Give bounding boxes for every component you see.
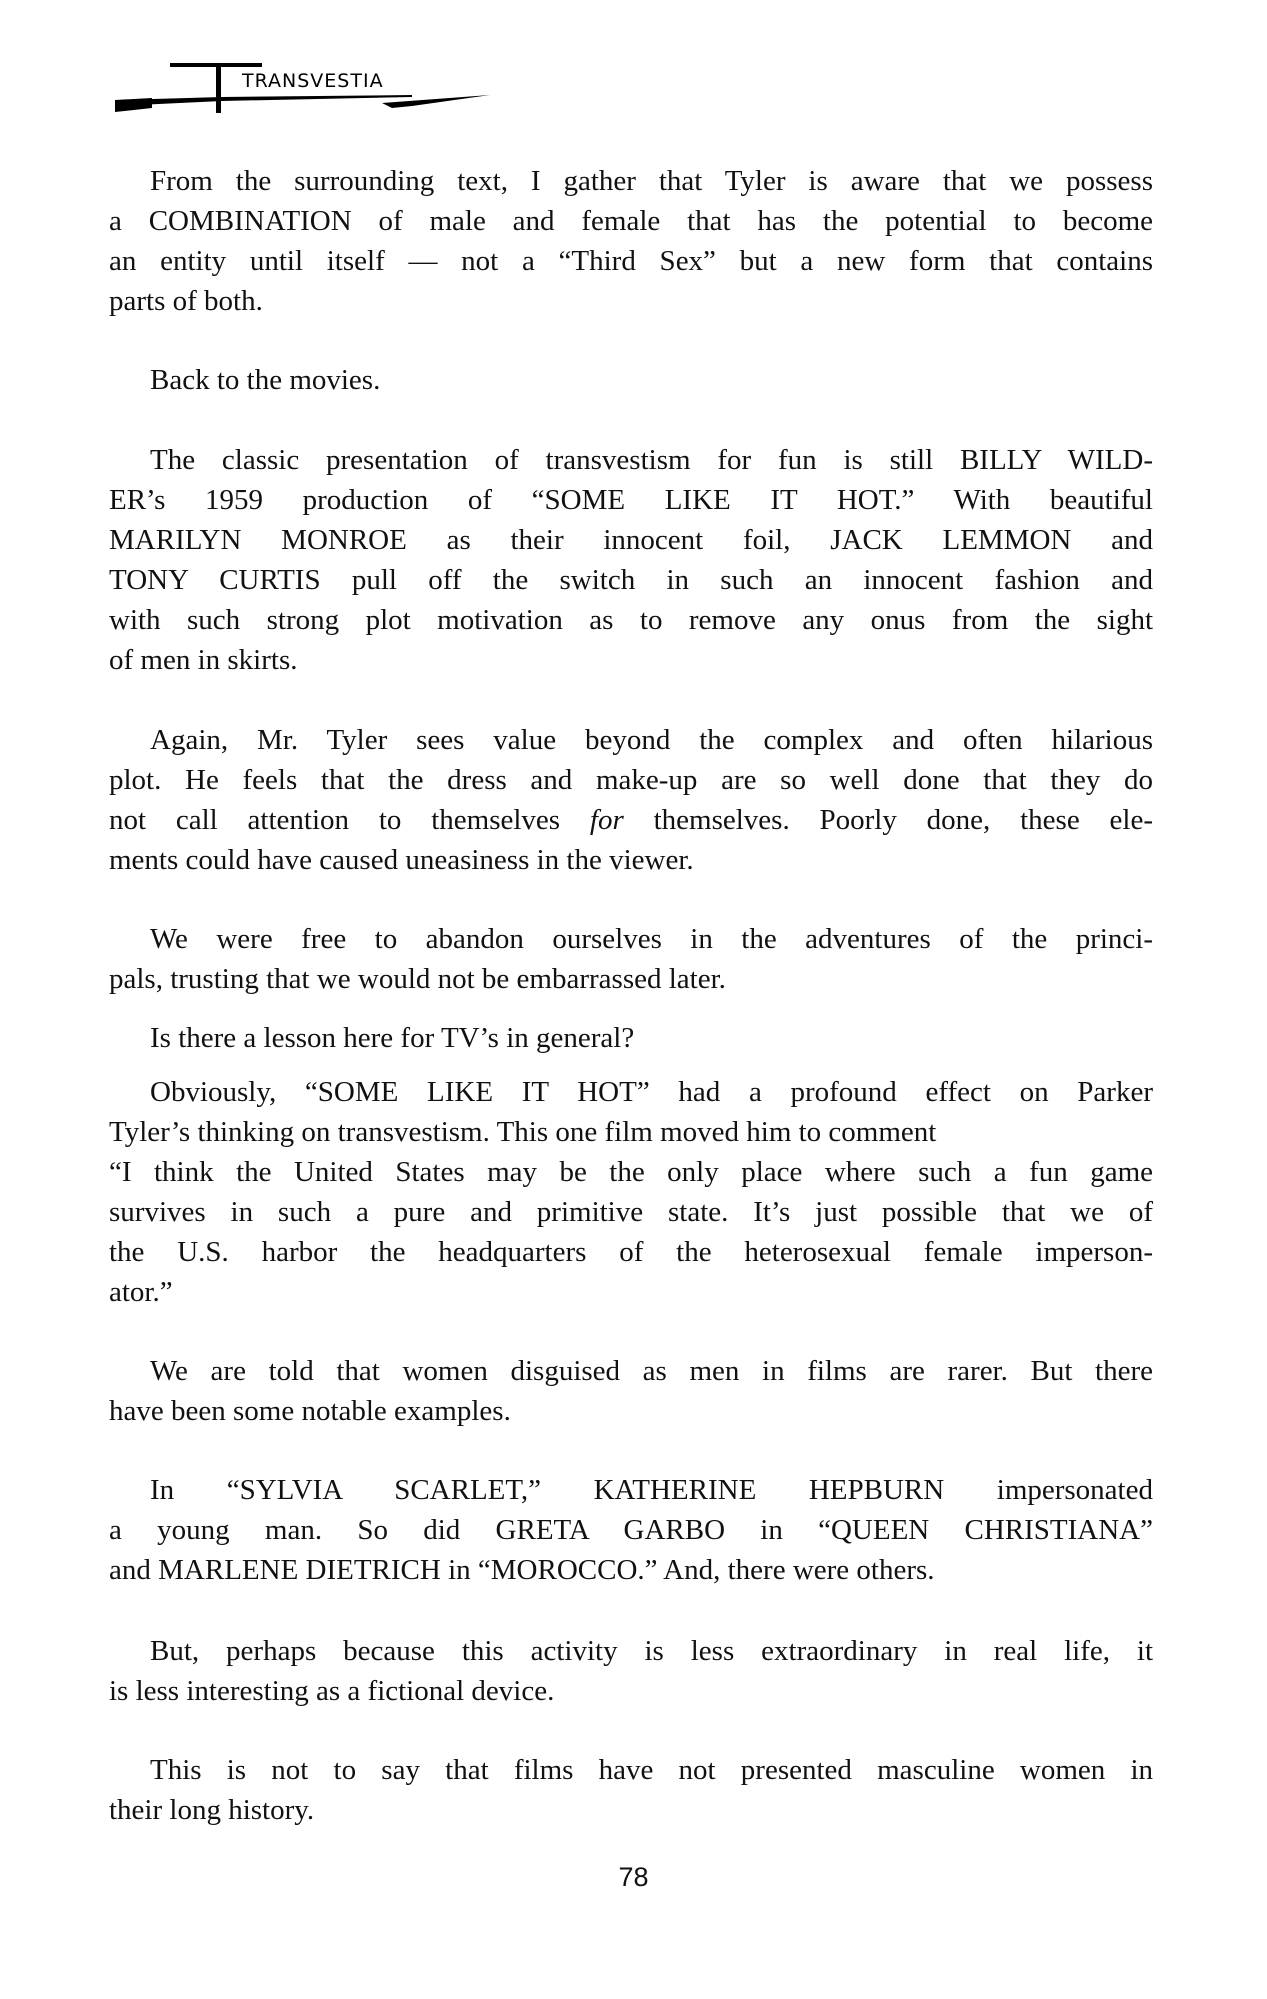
- text-line: Is there a lesson here for TV’s in general?: [150, 1022, 635, 1054]
- masthead-logo: [112, 48, 492, 118]
- paragraph: [109, 1470, 1153, 1590]
- text-segment: not call attention to themselves: [109, 804, 590, 836]
- text-line: We are told that women disguised as men in films are rarer. But there: [150, 1355, 1153, 1387]
- paragraph: [109, 440, 1153, 680]
- text-line: ments could have caused uneasiness in the viewer.: [109, 844, 694, 876]
- text-line: of men in skirts.: [109, 644, 298, 676]
- text-line: parts of both.: [109, 285, 263, 317]
- paragraph: [109, 919, 1153, 999]
- page-number: 78: [618, 1862, 649, 1892]
- text-line: and MARLENE DIETRICH in “MOROCCO.” And, there were others.: [109, 1554, 935, 1586]
- text-line: ator.”: [109, 1276, 173, 1308]
- paragraph: [109, 1631, 1153, 1711]
- text-line: But, perhaps because this activity is less extraordinary in real life, it: [150, 1635, 1153, 1667]
- text-line: their long history.: [109, 1794, 315, 1826]
- text-line: This is not to say that films have not presented masculine women in: [150, 1754, 1153, 1786]
- text-line: an entity until itself — not a “Third Sex” but a new form that contains: [109, 245, 1153, 277]
- text-line: [109, 800, 1153, 840]
- text-line: have been some notable examples.: [109, 1395, 511, 1427]
- text-segment: themselves. Poorly done, these ele-: [623, 804, 1153, 836]
- paragraph: [109, 161, 1153, 321]
- text-line: In “SYLVIA SCARLET,” KATHERINE HEPBURN impersonated: [150, 1474, 1153, 1506]
- paragraph: [109, 1072, 1153, 1312]
- italic-emphasis: for: [589, 804, 624, 836]
- text-line: with such strong plot motivation as to remove any onus from the sight: [109, 604, 1153, 636]
- paragraph: [109, 360, 1153, 400]
- text-line: ER’s 1959 production of “SOME LIKE IT HOT.” With beautiful: [109, 484, 1153, 516]
- text-line: a young man. So did GRETA GARBO in “QUEEN CHRISTIANA”: [109, 1514, 1153, 1546]
- text-line: From the surrounding text, I gather that Tyler is aware that we possess: [150, 165, 1153, 197]
- text-line: is less interesting as a fictional device.: [109, 1675, 555, 1707]
- text-line: the U.S. harbor the headquarters of the heterosexual female imperson-: [109, 1236, 1153, 1268]
- text-line: “I think the United States may be the only place where such a fun game: [109, 1156, 1153, 1188]
- paragraph: [109, 720, 1153, 880]
- text-line: TONY CURTIS pull off the switch in such an innocent fashion and: [109, 564, 1153, 596]
- paragraph: [109, 1351, 1153, 1431]
- logo-text: TRANSVESTIA: [242, 70, 384, 92]
- text-line: Back to the movies.: [150, 364, 381, 396]
- text-line: survives in such a pure and primitive state. It’s just possible that we of: [109, 1196, 1153, 1228]
- text-line: Obviously, “SOME LIKE IT HOT” had a profound effect on Parker: [150, 1076, 1153, 1108]
- text-line: plot. He feels that the dress and make-up are so well done that they do: [109, 764, 1153, 796]
- paragraph: [109, 1750, 1153, 1830]
- text-line: Tyler’s thinking on transvestism. This one film moved him to comment: [109, 1116, 937, 1148]
- text-line: We were free to abandon ourselves in the adventures of the princi-: [150, 923, 1153, 955]
- text-line: a COMBINATION of male and female that has the potential to become: [109, 205, 1153, 237]
- text-line: Again, Mr. Tyler sees value beyond the complex and often hilarious: [150, 724, 1153, 756]
- text-line: The classic presentation of transvestism for fun is still BILLY WILD-: [150, 444, 1153, 476]
- text-line: pals, trusting that we would not be embarrassed later.: [109, 963, 726, 995]
- paragraph: [109, 1018, 1153, 1058]
- text-line: MARILYN MONROE as their innocent foil, JACK LEMMON and: [109, 524, 1153, 556]
